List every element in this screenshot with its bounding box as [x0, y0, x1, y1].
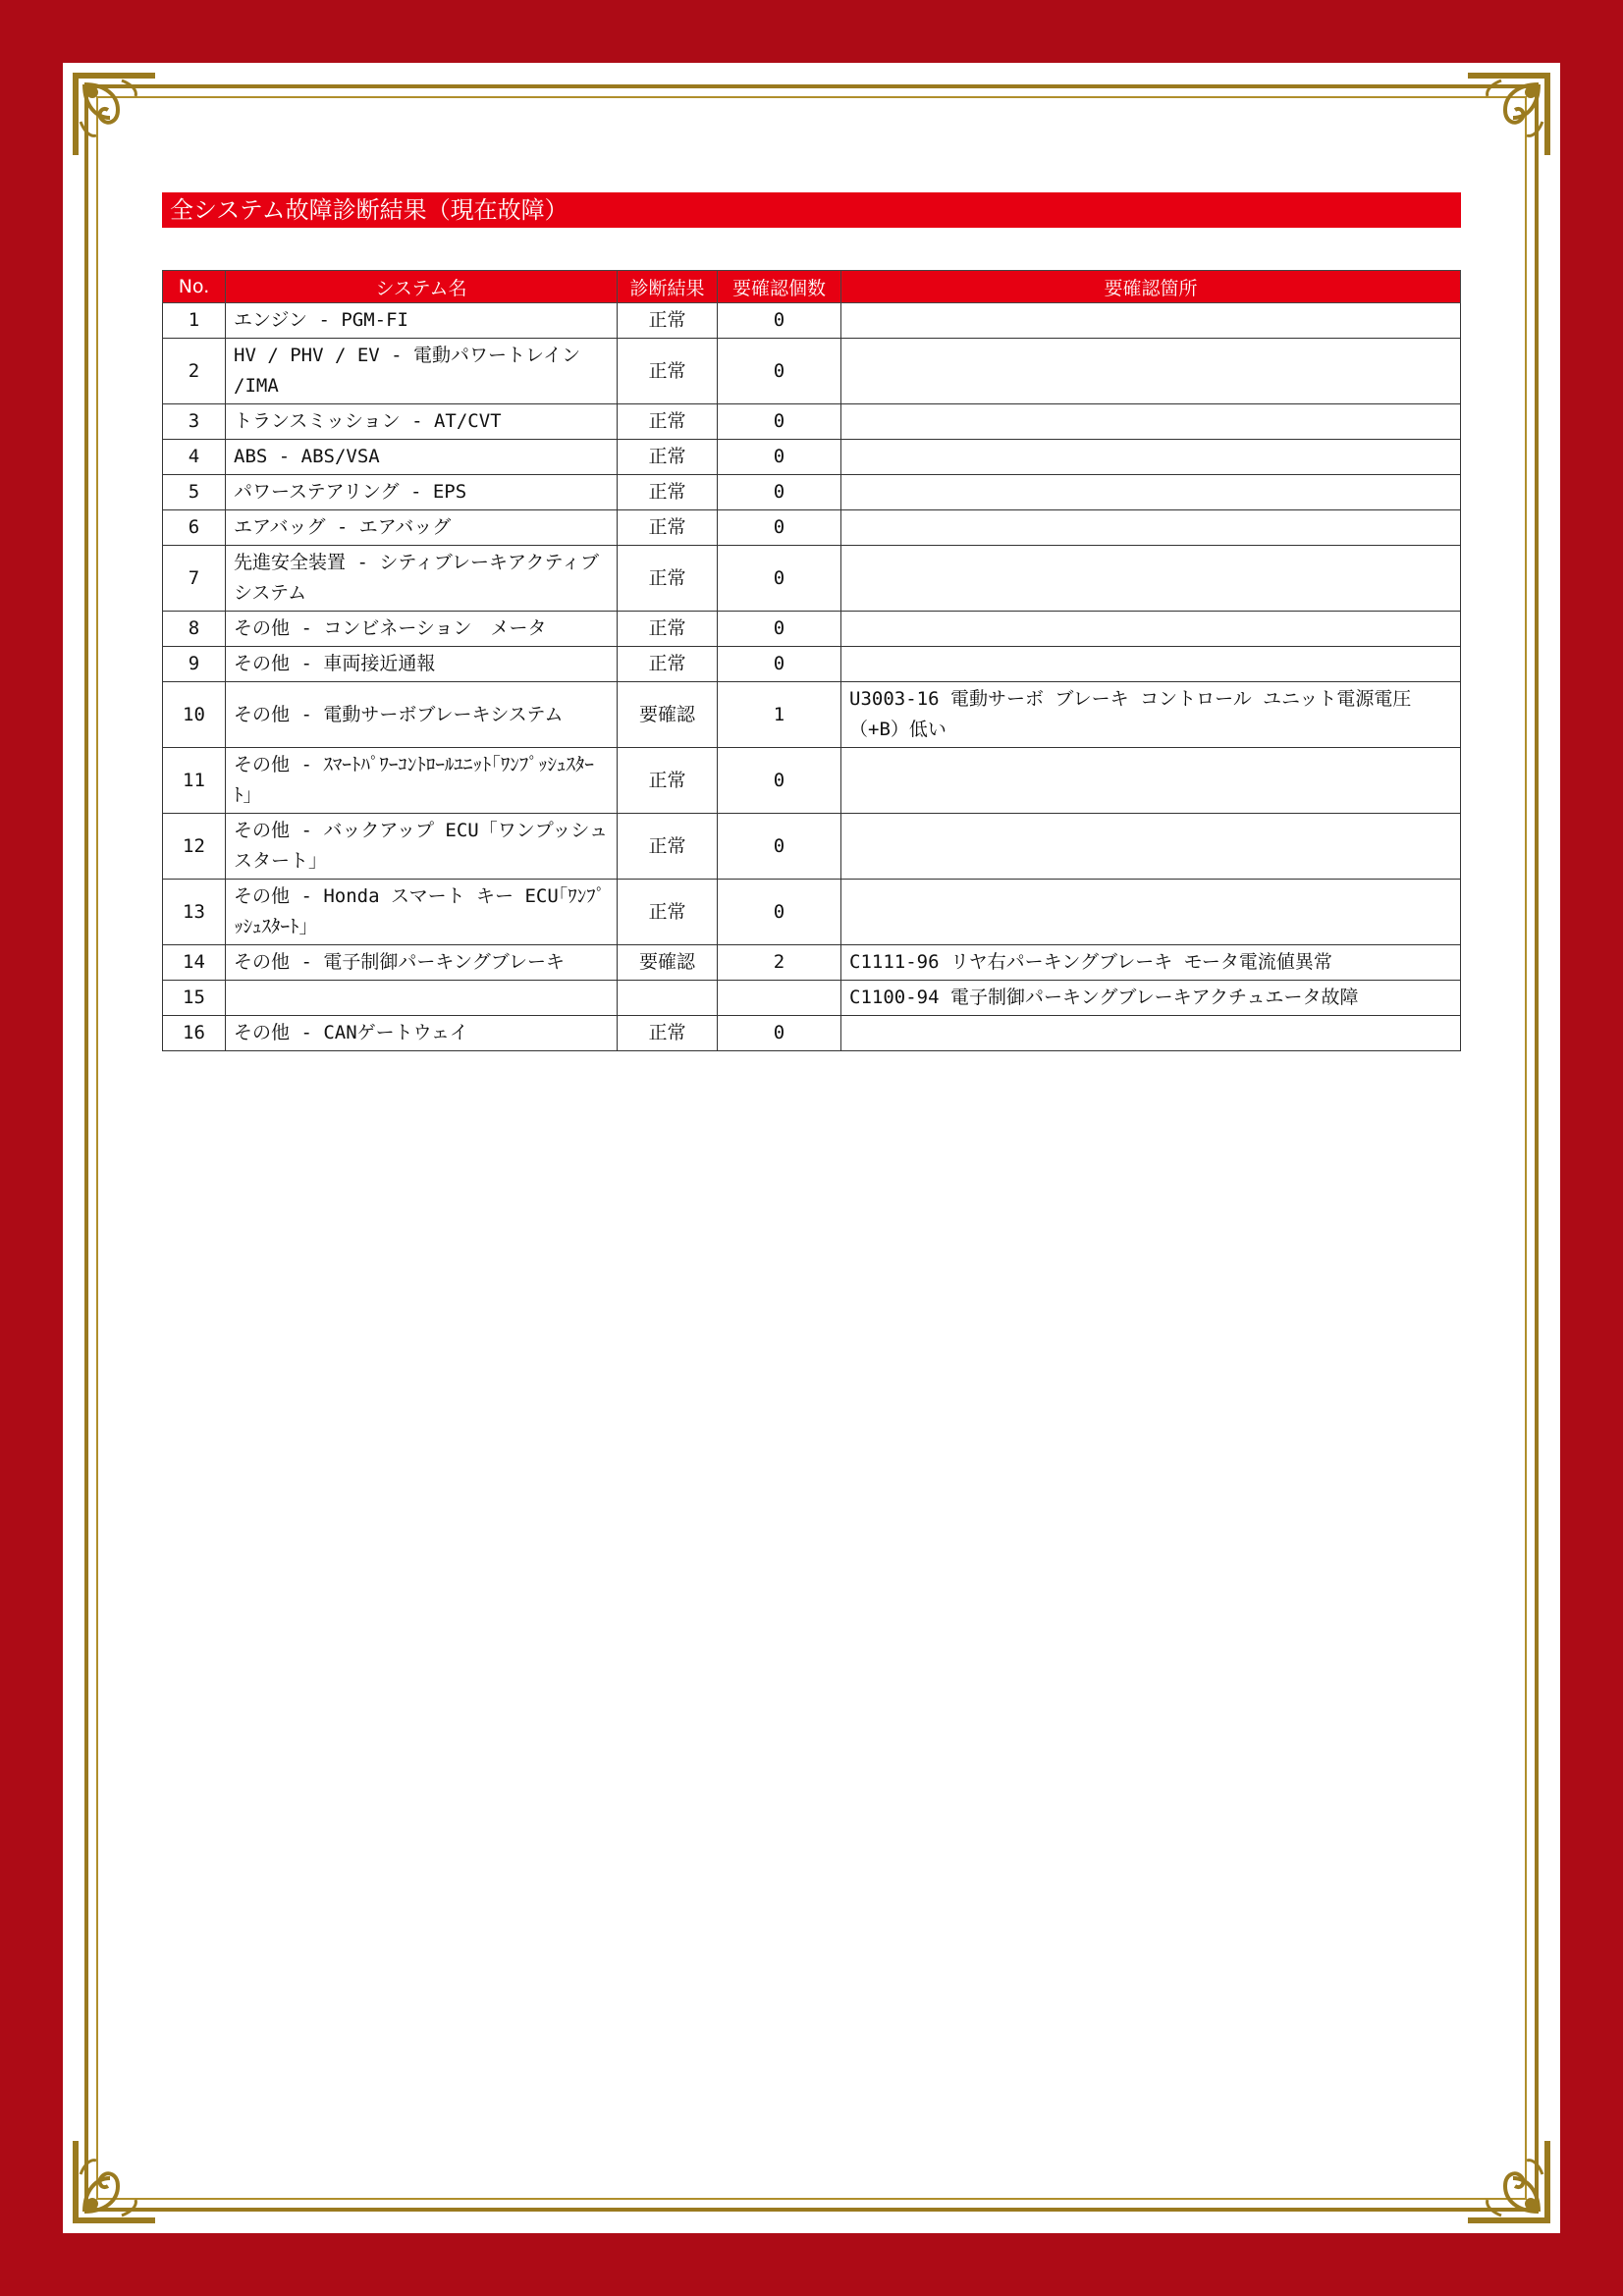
row-count: 0 [718, 546, 841, 612]
row-system: その他 - Honda スマート キー ECU｢ﾜﾝﾌﾟｯｼｭｽﾀｰﾄ｣ [226, 880, 618, 945]
row-result: 正常 [618, 475, 718, 510]
header-result: 診断結果 [618, 271, 718, 303]
row-system: その他 - コンビネーション メータ [226, 612, 618, 647]
row-location: U3003-16 電動サーボ ブレーキ コントロール ユニット電源電圧（+B）低い [841, 682, 1461, 748]
table-row [163, 404, 1461, 440]
header-system-name: システム名 [226, 271, 618, 303]
row-count: 0 [718, 880, 841, 945]
row-system: トランスミッション - AT/CVT [226, 404, 618, 440]
row-location [841, 546, 1461, 612]
row-count: 0 [718, 339, 841, 404]
row-no: 15 [163, 981, 226, 1016]
table-row [163, 981, 1461, 1016]
row-location [841, 510, 1461, 546]
table-row [163, 339, 1461, 404]
row-count [718, 981, 841, 1016]
table-row [163, 945, 1461, 981]
table-row [163, 647, 1461, 682]
table-row [163, 814, 1461, 880]
row-count: 0 [718, 1016, 841, 1051]
row-system: パワーステアリング - EPS [226, 475, 618, 510]
header-location: 要確認箇所 [841, 271, 1461, 303]
row-result: 正常 [618, 339, 718, 404]
row-no: 10 [163, 682, 226, 748]
row-result [618, 981, 718, 1016]
table-row [163, 510, 1461, 546]
table-header-row [163, 271, 1461, 303]
table-row [163, 303, 1461, 339]
row-count: 0 [718, 303, 841, 339]
row-location [841, 612, 1461, 647]
table-row [163, 682, 1461, 748]
row-no: 13 [163, 880, 226, 945]
row-result: 要確認 [618, 682, 718, 748]
row-system: HV / PHV / EV - 電動パワートレイン /IMA [226, 339, 618, 404]
row-result: 正常 [618, 612, 718, 647]
row-location [841, 339, 1461, 404]
row-no: 16 [163, 1016, 226, 1051]
corner-ornament-icon [67, 2135, 161, 2229]
row-result: 正常 [618, 404, 718, 440]
table-row [163, 475, 1461, 510]
row-count: 0 [718, 814, 841, 880]
row-result: 要確認 [618, 945, 718, 981]
row-no: 12 [163, 814, 226, 880]
row-system: エンジン - PGM-FI [226, 303, 618, 339]
row-count: 0 [718, 440, 841, 475]
row-result: 正常 [618, 880, 718, 945]
row-no: 14 [163, 945, 226, 981]
table-row [163, 612, 1461, 647]
row-location [841, 814, 1461, 880]
row-no: 9 [163, 647, 226, 682]
row-no: 4 [163, 440, 226, 475]
row-no: 5 [163, 475, 226, 510]
header-count: 要確認個数 [718, 271, 841, 303]
row-system: その他 - バックアップ ECU「ワンプッシュスタート」 [226, 814, 618, 880]
row-no: 7 [163, 546, 226, 612]
report-title: 全システム故障診断結果（現在故障） [162, 192, 1461, 228]
row-location [841, 475, 1461, 510]
row-location: C1111-96 リヤ右パーキングブレーキ モータ電流値異常 [841, 945, 1461, 981]
row-system: エアバッグ - エアバッグ [226, 510, 618, 546]
row-location [841, 748, 1461, 814]
row-location [841, 1016, 1461, 1051]
corner-ornament-icon [1462, 67, 1556, 161]
row-no: 8 [163, 612, 226, 647]
diagnosis-table [162, 270, 1461, 1051]
row-location [841, 880, 1461, 945]
corner-ornament-icon [1462, 2135, 1556, 2229]
row-system: 先進安全装置 - シティブレーキアクティブシステム [226, 546, 618, 612]
report-page [63, 63, 1560, 2233]
row-system: その他 - 車両接近通報 [226, 647, 618, 682]
row-count: 0 [718, 647, 841, 682]
table-row [163, 748, 1461, 814]
row-location [841, 440, 1461, 475]
row-count: 2 [718, 945, 841, 981]
row-system: ABS - ABS/VSA [226, 440, 618, 475]
row-result: 正常 [618, 647, 718, 682]
row-location: C1100-94 電子制御パーキングブレーキアクチュエータ故障 [841, 981, 1461, 1016]
table-row [163, 880, 1461, 945]
row-system: その他 - ｽﾏｰﾄﾊﾟﾜｰｺﾝﾄﾛｰﾙﾕﾆｯﾄ｢ﾜﾝﾌﾟｯｼｭｽﾀｰﾄ｣ [226, 748, 618, 814]
row-no: 1 [163, 303, 226, 339]
row-system: その他 - CANゲートウェイ [226, 1016, 618, 1051]
row-count: 0 [718, 612, 841, 647]
row-count: 0 [718, 748, 841, 814]
row-system: その他 - 電動サーボブレーキシステム [226, 682, 618, 748]
row-count: 0 [718, 510, 841, 546]
header-no: No. [163, 271, 226, 303]
row-no: 3 [163, 404, 226, 440]
row-result: 正常 [618, 546, 718, 612]
row-no: 11 [163, 748, 226, 814]
row-system [226, 981, 618, 1016]
row-result: 正常 [618, 748, 718, 814]
row-result: 正常 [618, 1016, 718, 1051]
row-no: 6 [163, 510, 226, 546]
corner-ornament-icon [67, 67, 161, 161]
row-count: 0 [718, 475, 841, 510]
table-row [163, 546, 1461, 612]
table-row [163, 1016, 1461, 1051]
row-system: その他 - 電子制御パーキングブレーキ [226, 945, 618, 981]
row-result: 正常 [618, 814, 718, 880]
row-result: 正常 [618, 303, 718, 339]
row-location [841, 404, 1461, 440]
row-no: 2 [163, 339, 226, 404]
row-count: 1 [718, 682, 841, 748]
row-location [841, 647, 1461, 682]
row-result: 正常 [618, 510, 718, 546]
table-row [163, 440, 1461, 475]
row-location [841, 303, 1461, 339]
row-count: 0 [718, 404, 841, 440]
row-result: 正常 [618, 440, 718, 475]
